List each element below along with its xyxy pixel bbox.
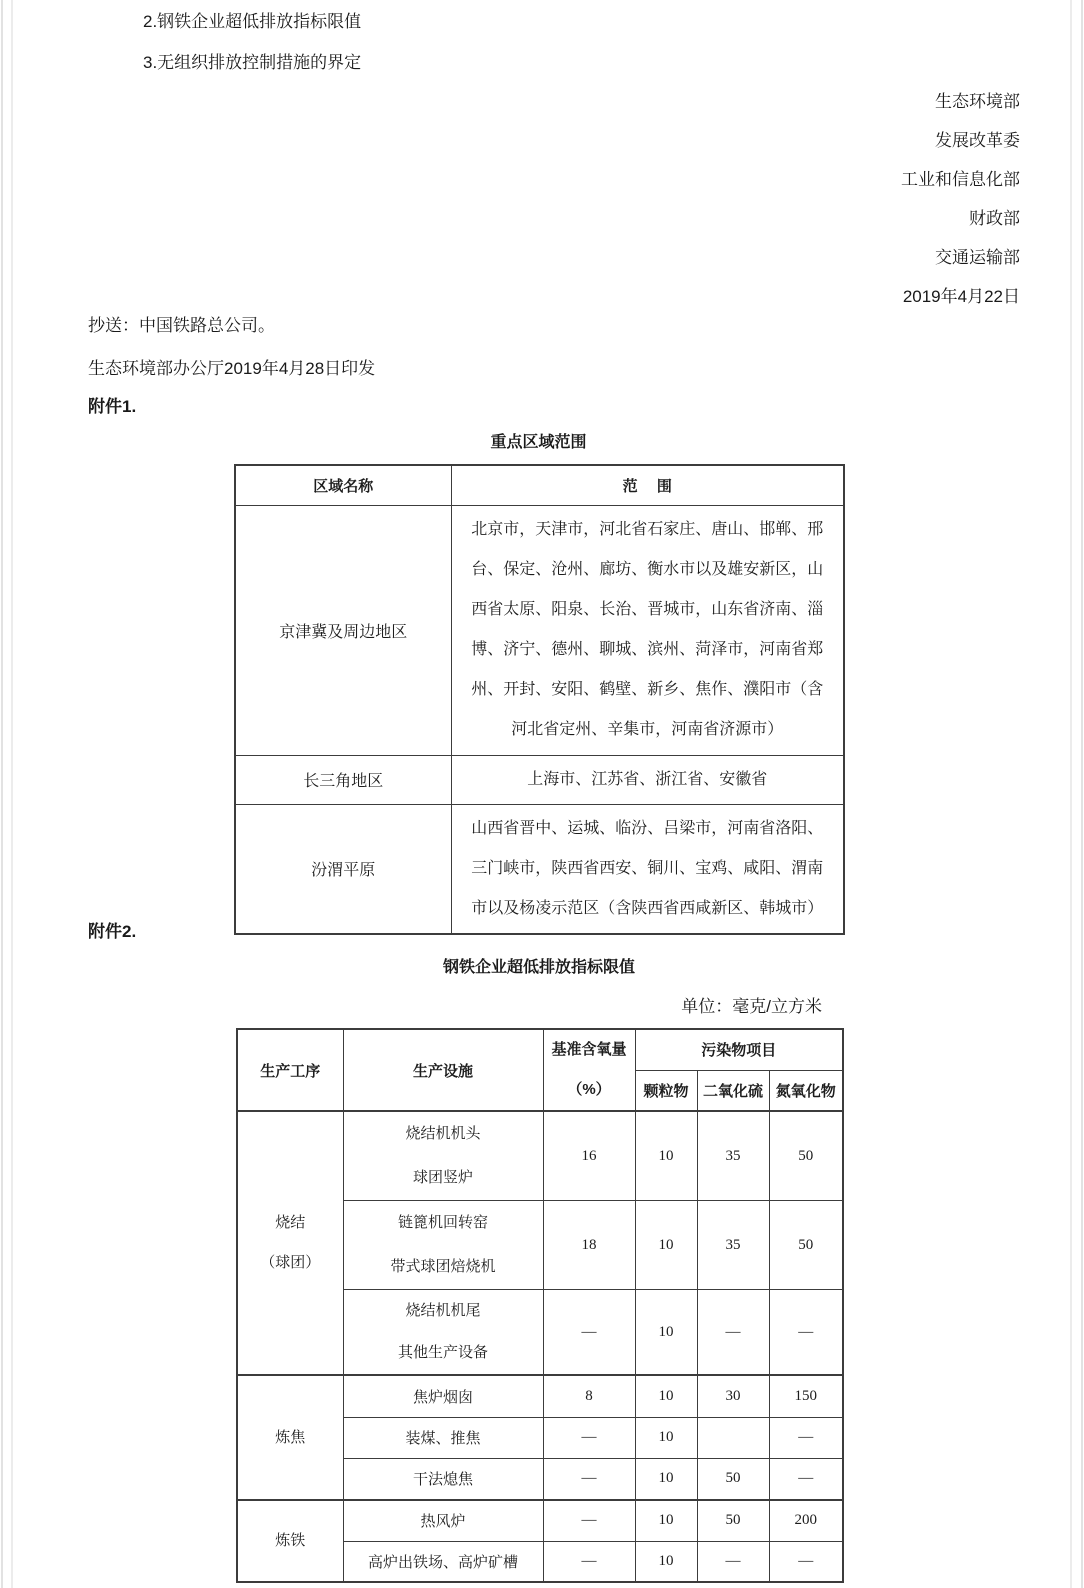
unit-note: 单位：毫克/立方米 xyxy=(681,997,822,1016)
so2-value: 30 xyxy=(697,1375,769,1417)
so2-value: 35 xyxy=(697,1201,769,1290)
table2-col-nox: 氮氧化物 xyxy=(769,1070,843,1111)
process-group xyxy=(237,1500,343,1582)
so2-value: — xyxy=(697,1290,769,1376)
facility-line: 烧结机机尾 xyxy=(405,1303,481,1319)
facility-cell xyxy=(343,1201,543,1290)
table-row xyxy=(235,505,844,755)
process-line: 炼焦 xyxy=(275,1429,306,1446)
toc-item-2: 2.钢铁企业超低排放指标限值 xyxy=(143,12,362,31)
nox-value: — xyxy=(769,1458,843,1500)
oxygen-value: 18 xyxy=(543,1201,635,1290)
oxygen-header-line2: （%） xyxy=(567,1081,611,1098)
table2-col-pollutants: 污染物项目 xyxy=(635,1029,843,1070)
nox-value: — xyxy=(769,1541,843,1582)
signatory: 生态环境部 xyxy=(935,92,1020,111)
pm-value: 10 xyxy=(635,1290,697,1376)
table1-col-scope: 范 围 xyxy=(451,465,844,505)
page-edge-line xyxy=(1081,0,1083,1588)
toc-item-3: 3.无组织排放控制措施的界定 xyxy=(143,53,362,72)
facility-line: 带式球团焙烧机 xyxy=(390,1259,496,1275)
facility-cell: 干法熄焦 xyxy=(343,1458,543,1500)
pm-value: 10 xyxy=(635,1458,697,1500)
facility-cell: 装煤、推焦 xyxy=(343,1417,543,1458)
table2-col-oxygen xyxy=(543,1029,635,1111)
nox-value: — xyxy=(769,1417,843,1458)
oxygen-value: — xyxy=(543,1458,635,1500)
facility-cell: 焦炉烟囱 xyxy=(343,1375,543,1417)
table-row xyxy=(235,804,844,934)
oxygen-value: — xyxy=(543,1541,635,1582)
key-regions-table xyxy=(234,464,845,935)
region-scope: 山西省晋中、运城、临汾、吕梁市，河南省洛阳、三门峡市，陕西省西安、铜川、宝鸡、咸阳、渭南市以及杨凌示范区（含陕西省西咸新区、韩城市） xyxy=(451,804,844,934)
table1-title: 重点区域范围 xyxy=(490,434,587,451)
so2-value: — xyxy=(697,1541,769,1582)
oxygen-value: 16 xyxy=(543,1111,635,1201)
facility-line: 其他生产设备 xyxy=(397,1345,488,1361)
region-name: 汾渭平原 xyxy=(235,804,451,934)
nox-value: 50 xyxy=(769,1111,843,1201)
process-line: 炼铁 xyxy=(275,1533,306,1549)
so2-value xyxy=(697,1417,769,1458)
table-row xyxy=(235,755,844,804)
facility-line: 球团竖炉 xyxy=(412,1170,473,1186)
oxygen-value: 8 xyxy=(543,1375,635,1417)
process-group xyxy=(237,1111,343,1375)
nox-value: — xyxy=(769,1290,843,1376)
signatory: 工业和信息化部 xyxy=(901,170,1020,189)
oxygen-header-line1: 基准含氧量 xyxy=(551,1041,627,1058)
pm-value: 10 xyxy=(635,1375,697,1417)
region-name: 京津冀及周边地区 xyxy=(235,505,451,755)
issue-line: 生态环境部办公厅2019年4月28日印发 xyxy=(88,359,376,378)
pm-value: 10 xyxy=(635,1201,697,1290)
oxygen-value: — xyxy=(543,1417,635,1458)
table2-col-so2: 二氧化硫 xyxy=(697,1070,769,1111)
facility-cell xyxy=(343,1111,543,1201)
facility-line: 链篦机回转窑 xyxy=(397,1215,488,1231)
region-name: 长三角地区 xyxy=(235,755,451,804)
facility-cell: 高炉出铁场、高炉矿槽 xyxy=(343,1541,543,1582)
signature-date: 2019年4月22日 xyxy=(902,287,1020,306)
table1-col-region: 区域名称 xyxy=(235,465,451,505)
page-edge-line xyxy=(1070,0,1072,1588)
process-group xyxy=(237,1375,343,1500)
table2-col-pm: 颗粒物 xyxy=(635,1070,697,1111)
signatory: 交通运输部 xyxy=(935,248,1020,267)
signatory: 财政部 xyxy=(969,209,1020,228)
table-row xyxy=(237,1375,843,1417)
page-edge-line xyxy=(11,0,13,1588)
table-row xyxy=(237,1500,843,1541)
attachment1-label: 附件1. xyxy=(88,397,137,416)
attachment2-label: 附件2. xyxy=(88,922,137,941)
table2-col-process: 生产工序 xyxy=(237,1029,343,1111)
nox-value: 200 xyxy=(769,1500,843,1541)
pm-value: 10 xyxy=(635,1500,697,1541)
process-line: （球团） xyxy=(260,1255,321,1271)
facility-cell: 热风炉 xyxy=(343,1500,543,1541)
table-row xyxy=(237,1111,843,1201)
so2-value: 50 xyxy=(697,1500,769,1541)
oxygen-value: — xyxy=(543,1290,635,1376)
pm-value: 10 xyxy=(635,1541,697,1582)
emission-limits-table xyxy=(236,1028,844,1583)
signatory: 发展改革委 xyxy=(935,131,1020,150)
page-edge-line xyxy=(1,0,3,1588)
table2-title: 钢铁企业超低排放指标限值 xyxy=(442,959,635,976)
so2-value: 50 xyxy=(697,1458,769,1500)
cc-line: 抄送：中国铁路总公司。 xyxy=(88,316,275,335)
facility-cell xyxy=(343,1290,543,1376)
signature-block xyxy=(901,82,1020,316)
region-scope: 上海市、江苏省、浙江省、安徽省 xyxy=(451,755,844,804)
nox-value: 50 xyxy=(769,1201,843,1290)
process-line: 烧结 xyxy=(275,1215,306,1231)
facility-line: 烧结机机头 xyxy=(405,1126,481,1142)
table2-col-facility: 生产设施 xyxy=(343,1029,543,1111)
nox-value: 150 xyxy=(769,1375,843,1417)
region-scope: 北京市，天津市，河北省石家庄、唐山、邯郸、邢台、保定、沧州、廊坊、衡水市以及雄安新区，山西省太原、阳泉、长治、晋城市，山东省济南、淄博、济宁、德州、聊城、滨州、菏泽市，河南省郑州、开封、安阳、鹤壁、新乡、焦作、濮阳市（含河北省定州、辛集市，河南省济源市） xyxy=(451,505,844,755)
oxygen-value: — xyxy=(543,1500,635,1541)
so2-value: 35 xyxy=(697,1111,769,1201)
pm-value: 10 xyxy=(635,1111,697,1201)
table1-header-row xyxy=(235,465,844,505)
table2-header-row xyxy=(237,1029,843,1070)
pm-value: 10 xyxy=(635,1417,697,1458)
